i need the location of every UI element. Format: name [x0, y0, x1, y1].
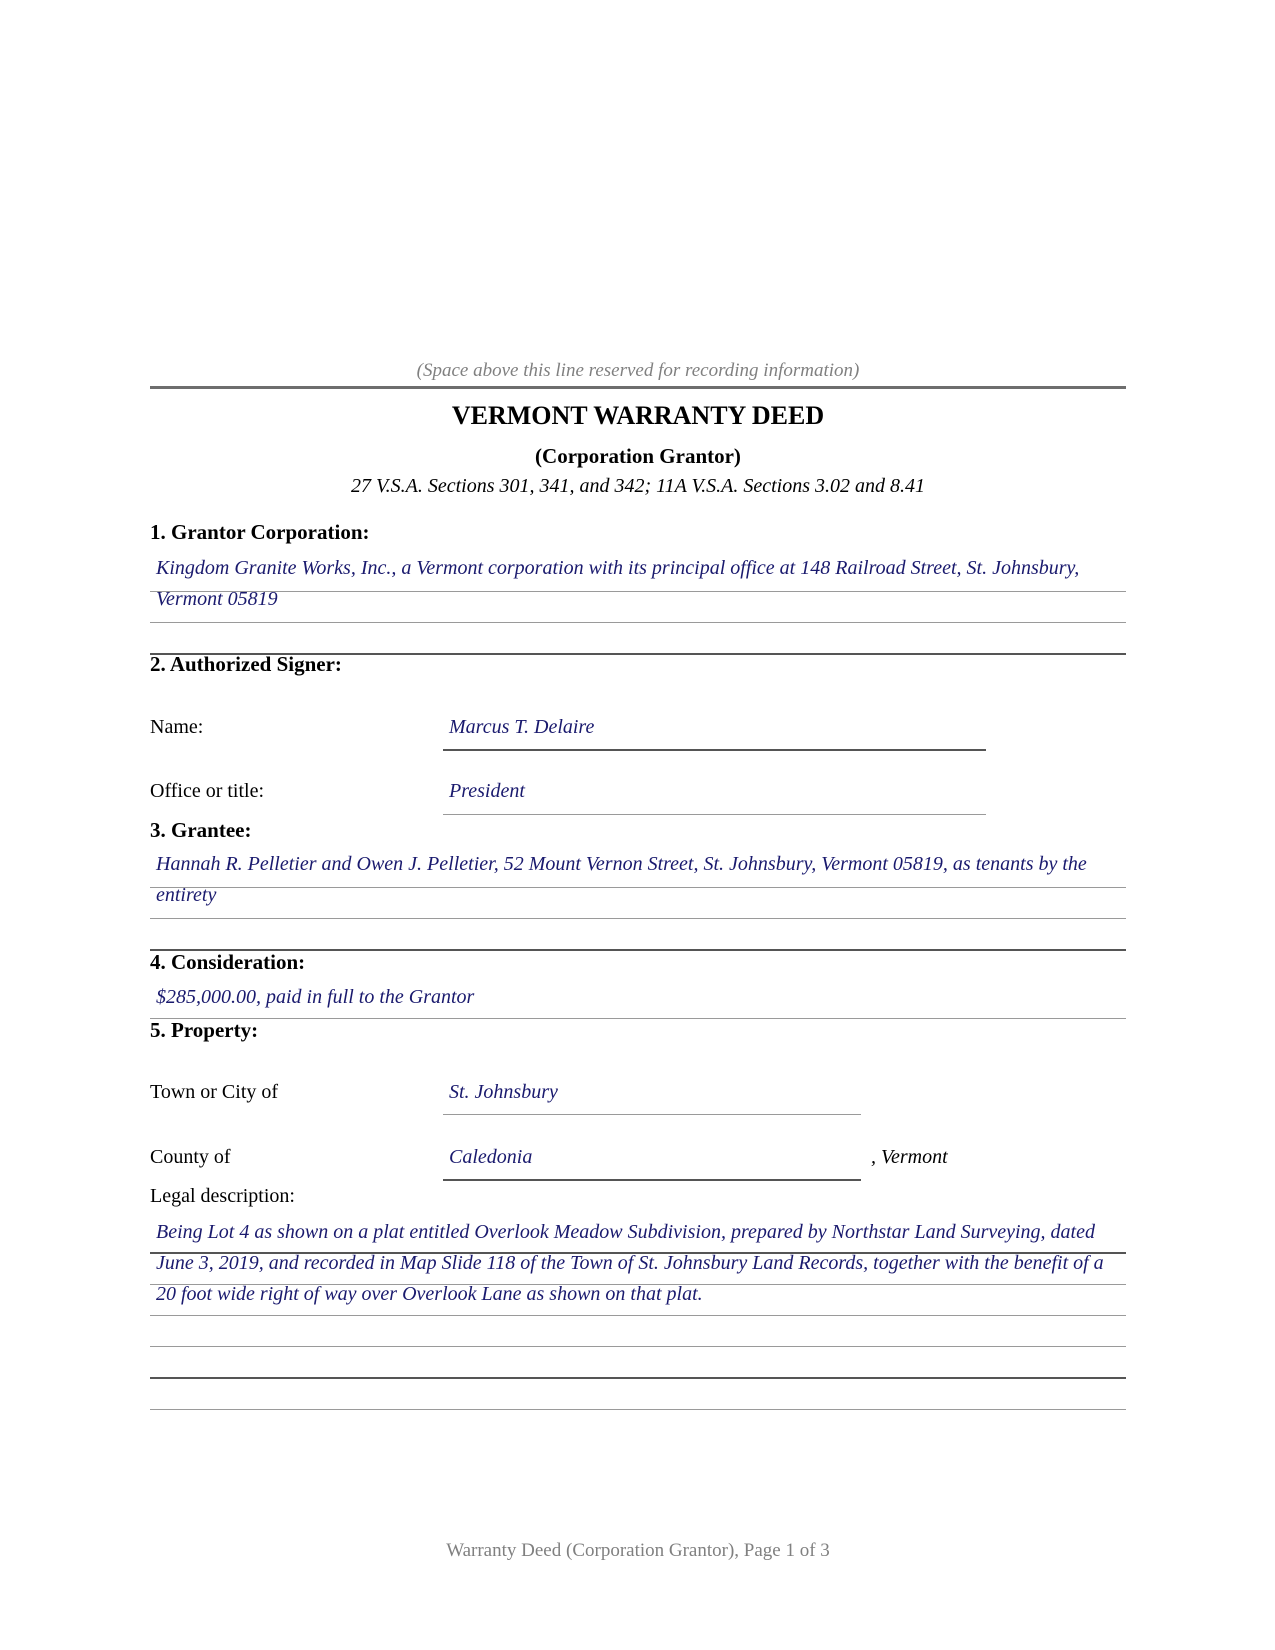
consideration-line — [150, 1018, 1126, 1019]
grantee-field[interactable]: Hannah R. Pelletier and Owen J. Pelletier, 52 Mount Vernon Street, St. Johnsbury, Vermont 05819, as tenants by the entirety — [156, 853, 1087, 906]
signer-title-field[interactable]: President — [449, 780, 525, 802]
legal-line-5 — [150, 1377, 1126, 1379]
signer-title-label: Office or title: — [150, 780, 265, 802]
document-subtitle: (Corporation Grantor) — [535, 444, 741, 468]
legal-line-3 — [150, 1315, 1126, 1316]
grantor-line-2 — [150, 622, 1126, 623]
legal-line-6 — [150, 1409, 1126, 1410]
legal-description-field[interactable]: Being Lot 4 as shown on a plat entitled Overlook Meadow Subdivision, prepared by Northstar Land Surveying, dated June 3, 2019, and recorded in Map Slide 118 of the Town of St. Johnsbury Land Records, together with the benefit of a 20 foot wide right of way over Overlook Lane as shown on that plat. — [156, 1221, 1104, 1305]
statute-reference: 27 V.S.A. Sections 301, 341, and 342; 11A V.S.A. Sections 3.02 and 8.41 — [350, 475, 926, 497]
signer-title-line — [443, 814, 986, 815]
town-line — [443, 1114, 861, 1115]
legal-description-label: Legal description: — [150, 1185, 295, 1207]
town-field[interactable]: St. Johnsbury — [449, 1081, 558, 1103]
page-footer: Warranty Deed (Corporation Grantor), Page 1 of 3 — [446, 1540, 830, 1561]
county-line — [443, 1179, 861, 1181]
grantor-field[interactable]: Kingdom Granite Works, Inc., a Vermont corporation with its principal office at 148 Railroad Street, St. Johnsbury, Vermont 05819 — [156, 557, 1080, 610]
signer-name-label: Name: — [150, 716, 204, 738]
grantee-line-2 — [150, 918, 1126, 919]
grantee-line-1 — [150, 887, 1126, 888]
property-heading: 5. Property: — [150, 1018, 259, 1042]
signer-name-line — [443, 749, 986, 751]
legal-line-1 — [150, 1252, 1126, 1254]
grantor-heading: 1. Grantor Corporation: — [150, 520, 370, 544]
town-label: Town or City of — [150, 1081, 279, 1103]
county-label: County of — [150, 1146, 231, 1168]
legal-line-2 — [150, 1284, 1126, 1285]
consideration-heading: 4. Consideration: — [150, 950, 306, 974]
county-field[interactable]: Caledonia — [449, 1146, 533, 1168]
signer-heading: 2. Authorized Signer: — [150, 652, 342, 676]
legal-line-4 — [150, 1346, 1126, 1347]
signer-name-field[interactable]: Marcus T. Delaire — [449, 716, 595, 738]
document-title: VERMONT WARRANTY DEED — [451, 401, 825, 430]
recording-space-note: (Space above this line reserved for recording information) — [416, 360, 860, 381]
grantor-line-1 — [150, 591, 1126, 592]
grantee-heading: 3. Grantee: — [150, 818, 252, 842]
recording-line — [150, 386, 1126, 389]
state-suffix: , Vermont — [871, 1146, 948, 1168]
consideration-field[interactable]: $285,000.00, paid in full to the Grantor — [156, 986, 475, 1008]
